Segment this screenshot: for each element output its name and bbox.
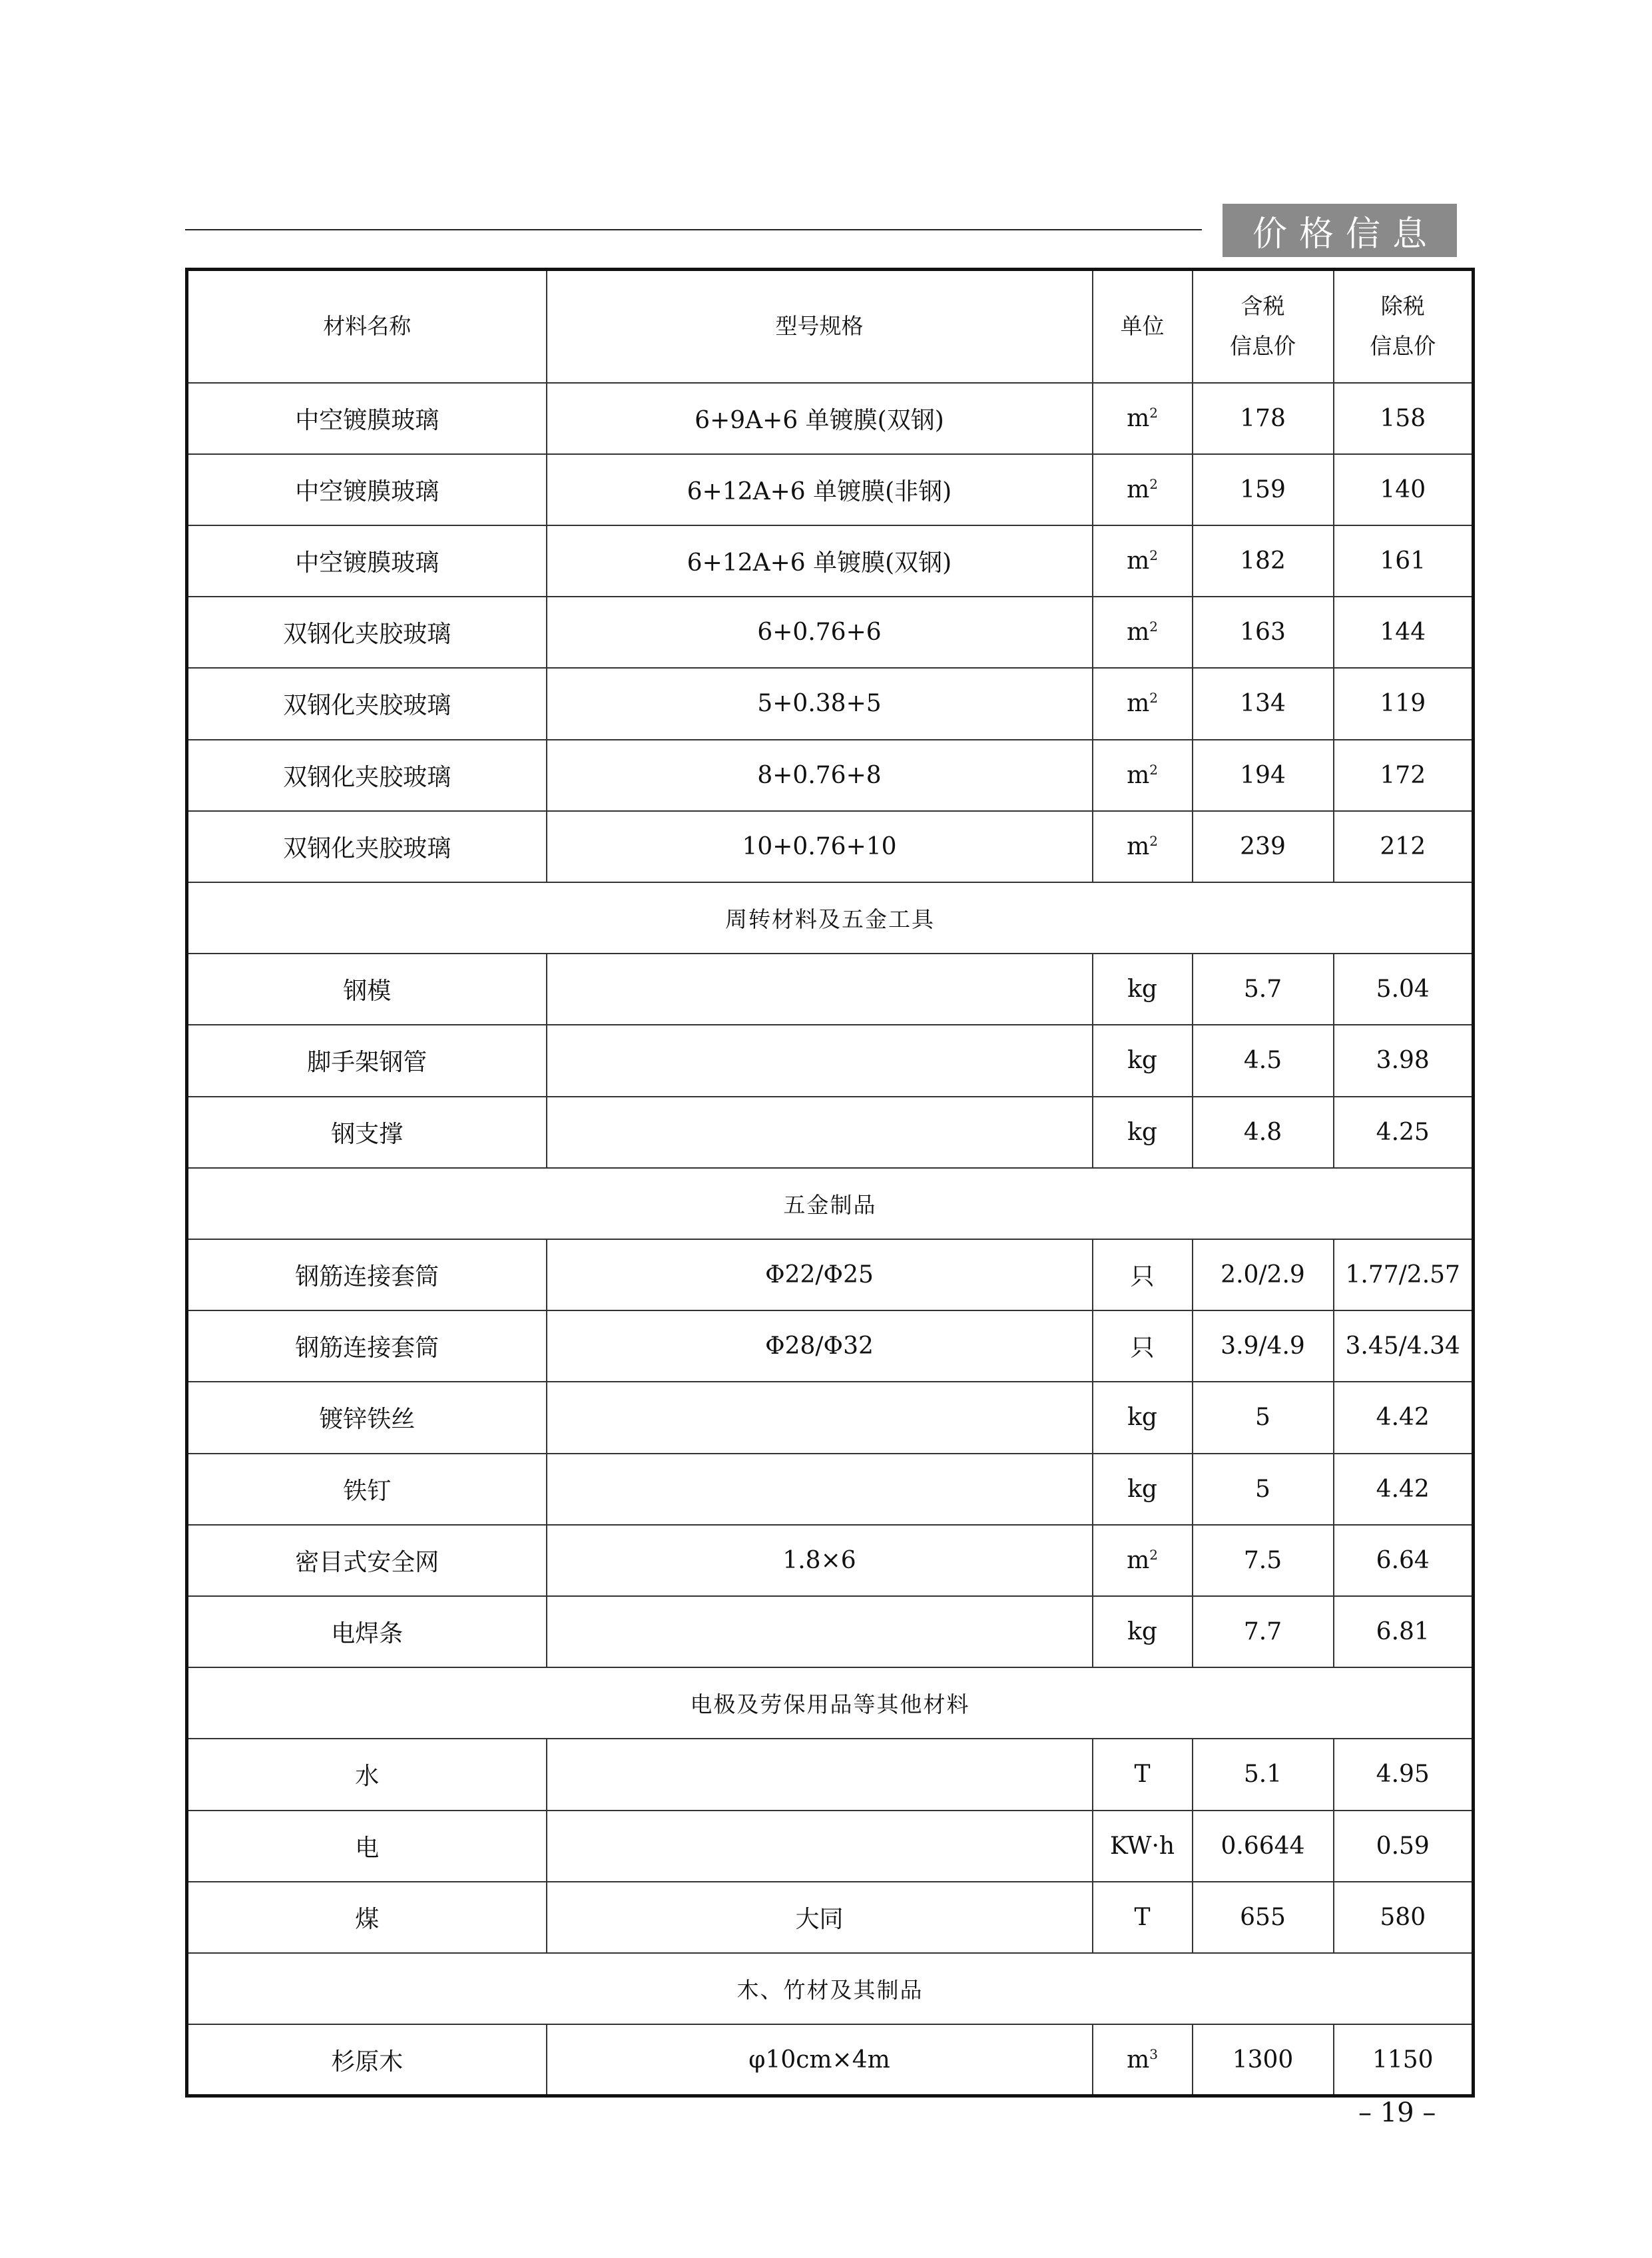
cell-tax-price: 5.7 xyxy=(1193,954,1334,1025)
table-row xyxy=(187,1882,1474,1953)
cell-unit xyxy=(1093,383,1193,454)
cell-tax-price: 239 xyxy=(1193,811,1334,882)
category-row xyxy=(187,882,1474,954)
header-tax-line2: 信息价 xyxy=(1230,333,1296,360)
cell-tax-price: 4.8 xyxy=(1193,1097,1334,1168)
section-label: 价格信息 xyxy=(1223,204,1457,257)
cell-unit xyxy=(1093,954,1193,1025)
cell-spec: Φ28/Φ32 xyxy=(547,1310,1093,1382)
table-row xyxy=(187,1454,1474,1525)
category-label: 电极及劳保用品等其他材料 xyxy=(187,1667,1474,1739)
cell-unit xyxy=(1093,1811,1193,1882)
unit-exponent: 2 xyxy=(1149,690,1158,706)
table-row xyxy=(187,1596,1474,1667)
cell-spec: 6+12A+6 单镀膜(双钢) xyxy=(547,525,1093,597)
cell-net-price: 4.42 xyxy=(1334,1382,1474,1453)
cell-unit xyxy=(1093,1596,1193,1667)
cell-spec: 6+12A+6 单镀膜(非钢) xyxy=(547,454,1093,525)
cell-spec xyxy=(547,1025,1093,1096)
table-row xyxy=(187,383,1474,454)
cell-spec xyxy=(547,1739,1093,1810)
cell-tax-price: 5 xyxy=(1193,1382,1334,1453)
unit-base: 只 xyxy=(1130,1334,1155,1362)
unit-base: T xyxy=(1134,1761,1151,1789)
cell-material-name: 双钢化夹胶玻璃 xyxy=(187,740,547,811)
cell-unit xyxy=(1093,454,1193,525)
cell-material-name: 钢支撑 xyxy=(187,1097,547,1168)
header-net-line2: 信息价 xyxy=(1370,333,1436,360)
cell-material-name: 煤 xyxy=(187,1882,547,1953)
cell-material-name: 中空镀膜玻璃 xyxy=(187,454,547,525)
cell-spec: 6+9A+6 单镀膜(双钢) xyxy=(547,383,1093,454)
cell-material-name: 钢筋连接套筒 xyxy=(187,1310,547,1382)
cell-tax-price: 5.1 xyxy=(1193,1739,1334,1810)
table-row xyxy=(187,811,1474,882)
unit-base: kg xyxy=(1127,1618,1157,1646)
cell-unit xyxy=(1093,1382,1193,1453)
cell-tax-price: 2.0/2.9 xyxy=(1193,1239,1334,1310)
header-material-name: 材料名称 xyxy=(187,270,547,383)
cell-net-price: 4.95 xyxy=(1334,1739,1474,1810)
cell-unit xyxy=(1093,525,1193,597)
cell-unit xyxy=(1093,1239,1193,1310)
cell-unit xyxy=(1093,1739,1193,1810)
cell-material-name: 水 xyxy=(187,1739,547,1810)
cell-material-name: 铁钉 xyxy=(187,1454,547,1525)
cell-material-name: 镀锌铁丝 xyxy=(187,1382,547,1453)
cell-spec: 10+0.76+10 xyxy=(547,811,1093,882)
unit-base: m xyxy=(1127,832,1150,860)
unit-base: KW·h xyxy=(1109,1832,1175,1860)
table-body xyxy=(187,383,1474,2096)
unit-base: kg xyxy=(1127,1118,1157,1146)
table-row xyxy=(187,454,1474,525)
unit-base: m xyxy=(1127,547,1150,575)
cell-spec xyxy=(547,1811,1093,1882)
category-row xyxy=(187,1667,1474,1739)
table-header-row xyxy=(187,270,1474,383)
cell-spec: 6+0.76+6 xyxy=(547,597,1093,668)
cell-net-price: 0.59 xyxy=(1334,1811,1474,1882)
cell-net-price: 4.25 xyxy=(1334,1097,1474,1168)
cell-unit xyxy=(1093,1310,1193,1382)
table-row xyxy=(187,1811,1474,1882)
table-row xyxy=(187,1025,1474,1096)
cell-unit xyxy=(1093,1882,1193,1953)
unit-exponent: 2 xyxy=(1149,619,1158,635)
cell-material-name: 密目式安全网 xyxy=(187,1525,547,1596)
cell-net-price: 1.77/2.57 xyxy=(1334,1239,1474,1310)
price-table xyxy=(185,268,1475,2098)
cell-unit xyxy=(1093,1454,1193,1525)
cell-tax-price: 182 xyxy=(1193,525,1334,597)
cell-tax-price: 178 xyxy=(1193,383,1334,454)
cell-material-name: 电焊条 xyxy=(187,1596,547,1667)
unit-base: kg xyxy=(1127,1404,1157,1432)
cell-net-price: 119 xyxy=(1334,668,1474,739)
cell-net-price: 172 xyxy=(1334,740,1474,811)
cell-net-price: 4.42 xyxy=(1334,1454,1474,1525)
category-label: 木、竹材及其制品 xyxy=(187,1953,1474,2024)
category-row xyxy=(187,1168,1474,1239)
cell-net-price: 3.45/4.34 xyxy=(1334,1310,1474,1382)
cell-unit xyxy=(1093,740,1193,811)
cell-net-price: 144 xyxy=(1334,597,1474,668)
header-unit: 单位 xyxy=(1093,270,1193,383)
header-net-price xyxy=(1334,270,1474,383)
cell-unit xyxy=(1093,2024,1193,2096)
cell-material-name: 脚手架钢管 xyxy=(187,1025,547,1096)
unit-base: m xyxy=(1127,404,1150,432)
cell-tax-price: 5 xyxy=(1193,1454,1334,1525)
cell-tax-price: 3.9/4.9 xyxy=(1193,1310,1334,1382)
unit-base: m xyxy=(1127,2046,1150,2074)
cell-tax-price: 163 xyxy=(1193,597,1334,668)
cell-spec: 5+0.38+5 xyxy=(547,668,1093,739)
cell-spec: 大同 xyxy=(547,1882,1093,1953)
table-row xyxy=(187,1382,1474,1453)
cell-material-name: 电 xyxy=(187,1811,547,1882)
category-label: 五金制品 xyxy=(187,1168,1474,1239)
unit-exponent: 2 xyxy=(1149,475,1158,492)
unit-exponent: 2 xyxy=(1149,761,1158,778)
cell-material-name: 中空镀膜玻璃 xyxy=(187,525,547,597)
unit-exponent: 3 xyxy=(1149,2046,1158,2062)
unit-base: m xyxy=(1127,619,1150,647)
table-row xyxy=(187,2024,1474,2096)
cell-net-price: 1150 xyxy=(1334,2024,1474,2096)
header-net-line1: 除税 xyxy=(1380,293,1425,320)
unit-base: kg xyxy=(1127,1047,1157,1075)
cell-net-price: 580 xyxy=(1334,1882,1474,1953)
page-number: – 19 – xyxy=(1358,2098,1436,2128)
cell-spec xyxy=(547,1596,1093,1667)
table-row xyxy=(187,525,1474,597)
cell-spec xyxy=(547,1382,1093,1453)
cell-material-name: 钢模 xyxy=(187,954,547,1025)
cell-net-price: 6.64 xyxy=(1334,1525,1474,1596)
cell-net-price: 6.81 xyxy=(1334,1596,1474,1667)
cell-unit xyxy=(1093,1525,1193,1596)
header-rule xyxy=(185,229,1202,230)
table-row xyxy=(187,1310,1474,1382)
cell-net-price: 161 xyxy=(1334,525,1474,597)
unit-base: T xyxy=(1134,1903,1151,1931)
table-row xyxy=(187,668,1474,739)
cell-unit xyxy=(1093,811,1193,882)
unit-base: m xyxy=(1127,690,1150,718)
cell-spec: 8+0.76+8 xyxy=(547,740,1093,811)
table-row xyxy=(187,597,1474,668)
header-tax-line1: 含税 xyxy=(1240,293,1285,320)
cell-material-name: 中空镀膜玻璃 xyxy=(187,383,547,454)
unit-base: kg xyxy=(1127,976,1157,1003)
unit-base: kg xyxy=(1127,1475,1157,1503)
cell-unit xyxy=(1093,1025,1193,1096)
cell-unit xyxy=(1093,1097,1193,1168)
cell-spec xyxy=(547,954,1093,1025)
unit-base: m xyxy=(1127,475,1150,503)
cell-tax-price: 0.6644 xyxy=(1193,1811,1334,1882)
cell-net-price: 212 xyxy=(1334,811,1474,882)
cell-unit xyxy=(1093,668,1193,739)
cell-spec: φ10cm×4m xyxy=(547,2024,1093,2096)
cell-tax-price: 7.7 xyxy=(1193,1596,1334,1667)
category-label: 周转材料及五金工具 xyxy=(187,882,1474,954)
cell-net-price: 3.98 xyxy=(1334,1025,1474,1096)
table-row xyxy=(187,954,1474,1025)
cell-net-price: 5.04 xyxy=(1334,954,1474,1025)
unit-exponent: 2 xyxy=(1149,404,1158,421)
table-row xyxy=(187,1097,1474,1168)
cell-tax-price: 7.5 xyxy=(1193,1525,1334,1596)
unit-exponent: 2 xyxy=(1149,832,1158,849)
table-row xyxy=(187,1739,1474,1810)
cell-tax-price: 1300 xyxy=(1193,2024,1334,2096)
table-row xyxy=(187,1239,1474,1310)
cell-spec xyxy=(547,1454,1093,1525)
cell-material-name: 双钢化夹胶玻璃 xyxy=(187,597,547,668)
table-row xyxy=(187,1525,1474,1596)
unit-base: 只 xyxy=(1130,1263,1155,1291)
header-spec: 型号规格 xyxy=(547,270,1093,383)
cell-material-name: 杉原木 xyxy=(187,2024,547,2096)
unit-exponent: 2 xyxy=(1149,547,1158,563)
cell-tax-price: 4.5 xyxy=(1193,1025,1334,1096)
unit-exponent: 2 xyxy=(1149,1546,1158,1563)
cell-spec xyxy=(547,1097,1093,1168)
cell-material-name: 双钢化夹胶玻璃 xyxy=(187,811,547,882)
cell-net-price: 140 xyxy=(1334,454,1474,525)
cell-spec: 1.8×6 xyxy=(547,1525,1093,1596)
cell-tax-price: 194 xyxy=(1193,740,1334,811)
cell-net-price: 158 xyxy=(1334,383,1474,454)
category-row xyxy=(187,1953,1474,2024)
table-row xyxy=(187,740,1474,811)
cell-spec: Φ22/Φ25 xyxy=(547,1239,1093,1310)
header-tax-price xyxy=(1193,270,1334,383)
unit-base: m xyxy=(1127,761,1150,789)
cell-tax-price: 655 xyxy=(1193,1882,1334,1953)
cell-tax-price: 159 xyxy=(1193,454,1334,525)
cell-material-name: 钢筋连接套筒 xyxy=(187,1239,547,1310)
unit-base: m xyxy=(1127,1546,1150,1574)
cell-material-name: 双钢化夹胶玻璃 xyxy=(187,668,547,739)
cell-tax-price: 134 xyxy=(1193,668,1334,739)
cell-unit xyxy=(1093,597,1193,668)
